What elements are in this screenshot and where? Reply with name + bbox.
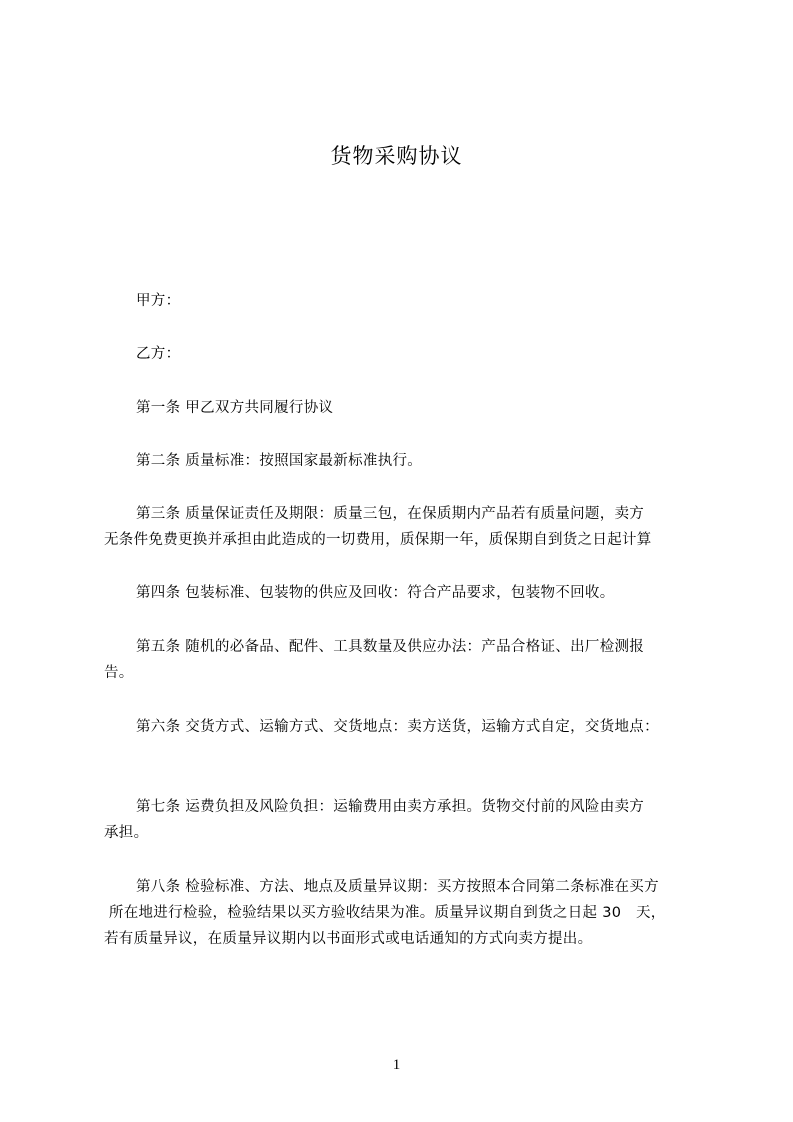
article-8 (104, 874, 704, 952)
article-line: 第二条 质量标准：按照国家最新标准执行。 (136, 453, 423, 469)
article-line: 第四条 包装标准、包装物的供应及回收：符合产品要求，包装物不回收。 (136, 585, 615, 601)
article-line: 第八条 检验标准、方法、地点及质量异议期：买方按照本合同第二条标准在买方 (136, 879, 659, 895)
article-line: 第七条 运费负担及风险负担：运输费用由卖方承担。货物交付前的风险由卖方 (136, 799, 645, 815)
party-a-line (104, 288, 736, 314)
article-line: 第三条 质量保证责任及期限：质量三包，在保质期内产品若有质量问题，卖方 (136, 506, 645, 522)
article-2 (104, 448, 704, 474)
article-line: 第一条 甲乙双方共同履行协议 (136, 400, 334, 416)
article-line: 第五条 随机的必备品、配件、工具数量及供应办法：产品合格证、出厂检测报 (136, 639, 645, 655)
article-7 (104, 794, 704, 846)
article-5 (104, 634, 704, 686)
party-a-label: 甲方： (136, 293, 181, 309)
party-b-line (104, 341, 736, 367)
article-line: 第六条 交货方式、运输方式、交货地点：卖方送货，运输方式自定，交货地点： (136, 719, 659, 735)
article-line: 若有质量异议，在质量异议期内以书面形式或电话通知的方式向卖方提出。 (104, 931, 593, 947)
article-line: 告。 (104, 665, 134, 681)
article-3 (104, 501, 704, 553)
document-title: 货物采购协议 (330, 144, 463, 168)
article-1 (104, 395, 704, 421)
article-6 (104, 714, 704, 740)
page-number: 1 (392, 1057, 401, 1073)
party-b-label: 乙方： (136, 346, 181, 362)
article-line: 承担。 (104, 825, 149, 841)
article-4 (104, 580, 704, 606)
article-line: 所在地进行检验，检验结果以买方验收结果为准。质量异议期自到货之日起 30 天， (104, 905, 666, 921)
article-line: 无条件免费更换并承担由此造成的一切费用，质保期一年，质保期自到货之日起计算 (104, 532, 652, 548)
